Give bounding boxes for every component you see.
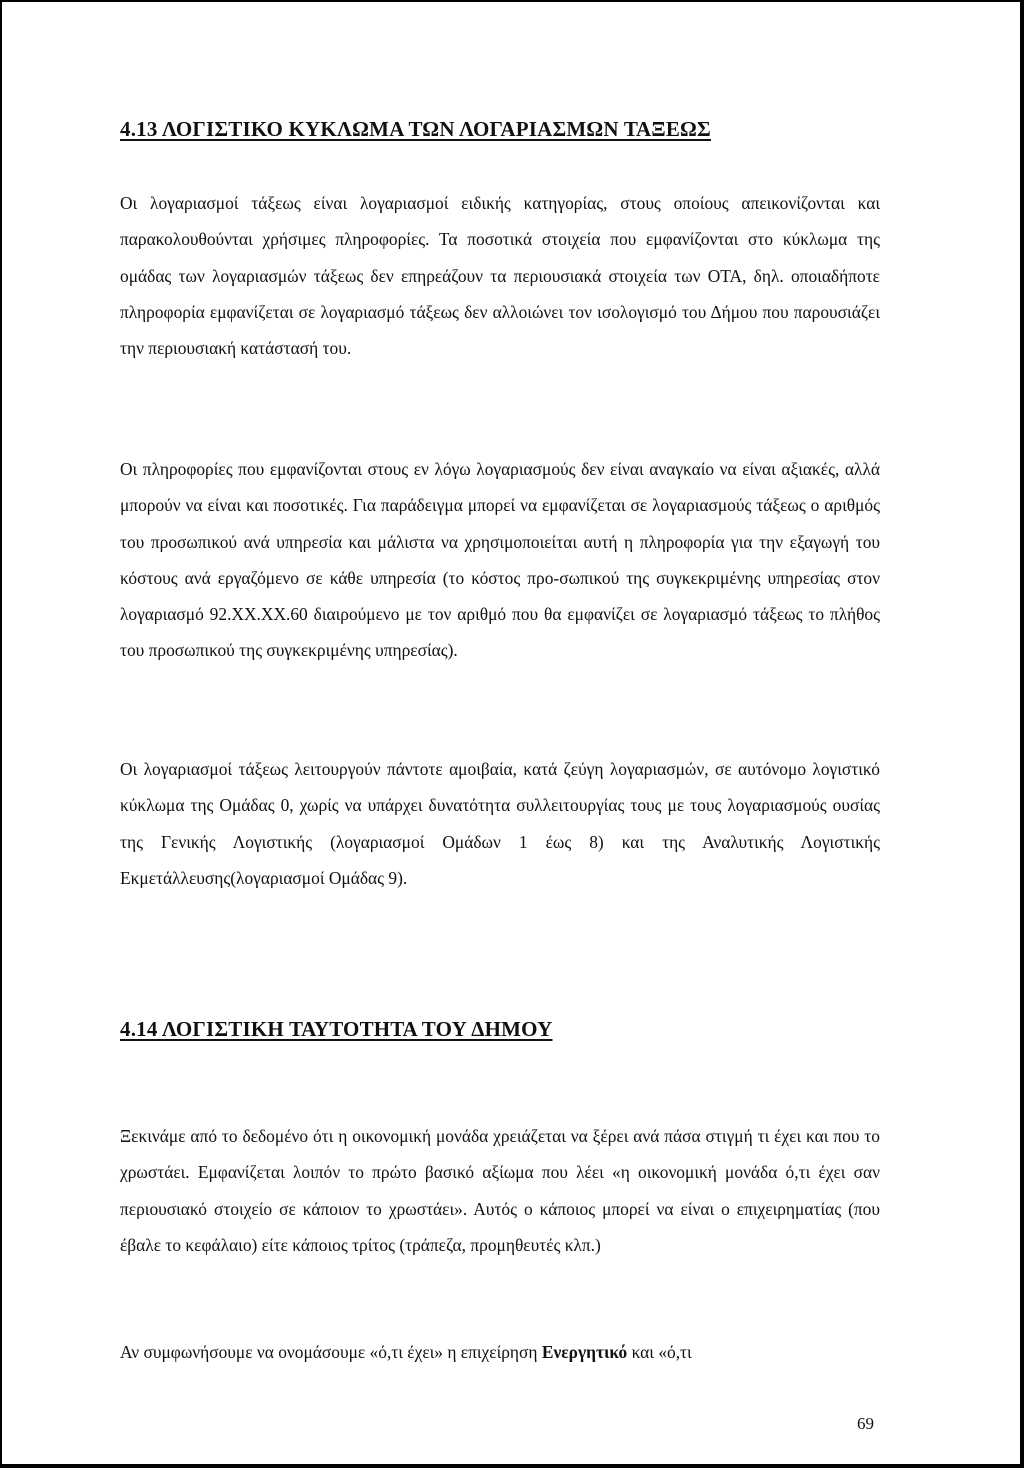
section-heading-4-13: 4.13 ΛΟΓΙΣΤΙΚΟ ΚΥΚΛΩΜΑ ΤΩΝ ΛΟΓΑΡΙΑΣΜΩΝ ΤΑΞΕΩΣ (120, 117, 711, 141)
paragraph-text-end: και «ό,τι (627, 1342, 692, 1362)
paragraph-text-start: Αν συμφωνήσουμε να ονομάσουμε «ό,τι έχει» η επιχείρηση (120, 1342, 542, 1362)
section-heading-4-14: 4.14 ΛΟΓΙΣΤΙΚΗ ΤΑΥΤΟΤΗΤΑ ΤΟΥ ΔΗΜΟΥ (120, 1017, 553, 1041)
page-number: 69 (857, 1414, 874, 1433)
paragraph-basic-axiom: Ξεκινάμε από το δεδομένο ότι η οικονομική μονάδα χρειάζεται να ξέρει ανά πάσα στιγμή τι έχει και που το χρωστάει. Εμφανίζεται λοιπόν το πρώτο βασικό αξίωμα που λέει «η οικονομική μονάδα ό,τι έχει σαν περιουσιακό στοιχείο σε κάποιον το χρωστάει». Αυτός ο κάποιος μπορεί να είναι ο επιχειρηματίας (που έβαλε το κεφάλαιο) είτε κάποιος τρίτος (τράπεζα, προμηθευτές κλπ.) (120, 1126, 880, 1255)
document-page (2, 2, 1020, 1464)
assets-term: Ενεργητικό (541, 1342, 628, 1362)
paragraph-mutual-operation: Οι λογαριασμοί τάξεως λειτουργούν πάντοτε αμοιβαία, κατά ζεύγη λογαριασμών, σε αυτόνομο λογιστικό κύκλωμα της Ομάδας 0, χωρίς να υπάρχει δυνατότητα συλλειτουργίας τους με τους λογαριασμούς ουσίας της Γενικής Λογιστικής (λογαριασμοί Ομάδων 1 έως 8) και της Αναλυτικής Λογιστικής Εκμετάλλευσης(λογαριασμοί Ομάδας 9). (120, 759, 880, 888)
paragraph-order-accounts-definition: Οι λογαριασμοί τάξεως είναι λογαριασμοί ειδικής κατηγορίας, στους οποίους απεικονίζονται και παρακολουθούνται χρήσιμες πληροφορίες. Τα ποσοτικά στοιχεία που εμφανίζονται στο κύκλωμα της ομάδας των λογαριασμών τάξεως δεν επηρεάζουν τα περιουσιακά στοιχεία των ΟΤΑ, δηλ. οποιαδήποτε πληροφορία εμφανίζεται σε λογαριασμό τάξεως δεν αλλοιώνει τον ισολογισμό του Δήμου που παρουσιάζει την περιουσιακή κατάστασή του. (120, 193, 880, 359)
paragraph-information-types: Οι πληροφορίες που εμφανίζονται στους εν λόγω λογαριασμούς δεν είναι αναγκαίο να είναι αξιακές, αλλά μπορούν να είναι και ποσοτικές. Για παράδειγμα μπορεί να εμφανίζεται σε λογαριασμούς τάξεως ο αριθμός του προσωπικού ανά υπηρεσία και μάλιστα να χρησιμοποιείται αυτή η πληροφορία για την εξαγωγή του κόστους ανά εργαζόμενο σε κάθε υπηρεσία (το κόστος προ-σωπικού της συγκεκριμένης υπηρεσίας στον λογαριασμό 92.ΧΧ.ΧΧ.60 διαιρούμενο με τον αριθμό που θα εμφανίζει σε λογαριασμό τάξεως το πλήθος του προσωπικού της συγκεκριμένης υπηρεσίας). (120, 459, 880, 661)
paragraph-assets-definition (120, 1334, 880, 1370)
